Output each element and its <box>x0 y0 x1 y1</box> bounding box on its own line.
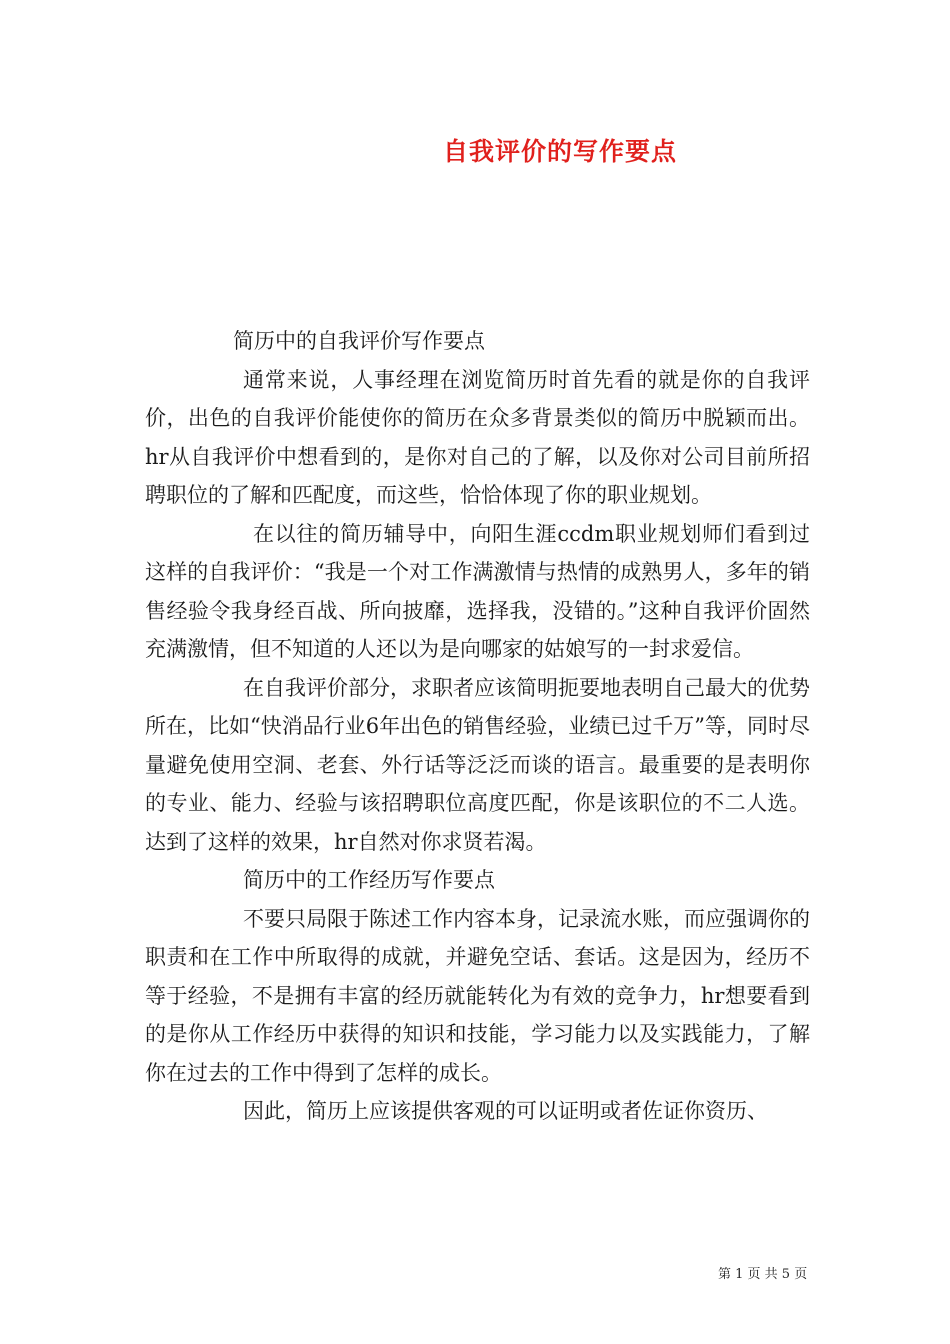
paragraph: 在以往的简历辅导中，向阳生涯ccdm职业规划师们看到过这样的自我评价：“我是一个对工作满激情与热情的成熟男人，多年的销售经验令我身经百战、所向披靡，选择我，没错的。”这种自我评价固然充满激情，但不知道的人还以为是向哪家的姑娘写的一封求爱信。 <box>145 521 810 661</box>
subheading-work-experience: 简历中的工作经历写作要点 <box>243 868 495 892</box>
paragraph: 因此，简历上应该提供客观的可以证明或者佐证你资历、 <box>243 1099 768 1123</box>
document-title: 自我评价的写作要点 <box>442 137 677 166</box>
subheading-self-evaluation: 简历中的自我评价写作要点 <box>233 329 485 353</box>
paragraph: 通常来说，人事经理在浏览简历时首先看的就是你的自我评价，出色的自我评价能使你的简历在众多背景类似的简历中脱颖而出。hr从自我评价中想看到的，是你对自己的了解，以及你对公司目前所招聘职位的了解和匹配度，而这些，恰恰体现了你的职业规划。 <box>145 367 810 507</box>
document-body <box>145 322 810 1131</box>
paragraph: 不要只局限于陈述工作内容本身，记录流水账，而应强调你的职责和在工作中所取得的成就，并避免空话、套话。这是因为，经历不等于经验，不是拥有丰富的经历就能转化为有效的竞争力，hr想要看到的是你从工作经历中获得的知识和技能，学习能力以及实践能力，了解你在过去的工作中得到了怎样的成长。 <box>145 906 810 1085</box>
page-number: 第 1 页 共 5 页 <box>718 1267 808 1282</box>
paragraph: 在自我评价部分，求职者应该简明扼要地表明自己最大的优势所在，比如“快消品行业6年出色的销售经验，业绩已过千万”等，同时尽量避免使用空洞、老套、外行话等泛泛而谈的语言。最重要的是表明你的专业、能力、经验与该招聘职位高度匹配，你是该职位的不二人选。达到了这样的效果，hr自然对你求贤若渴。 <box>145 675 810 854</box>
